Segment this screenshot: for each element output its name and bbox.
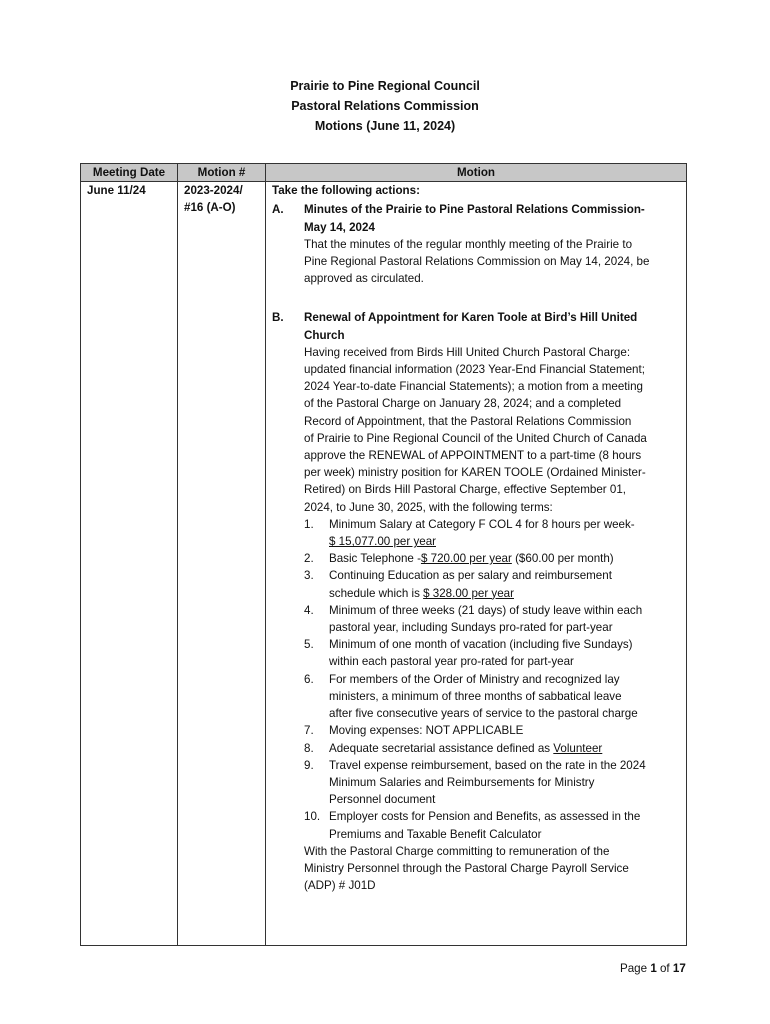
term-number: 2. [304,552,314,566]
term-text: after five consecutive years of service to the pastoral charge [329,707,638,721]
col-header-meeting-date: Meeting Date [81,164,178,182]
paragraph-line: Having received from Birds Hill United Church Pastoral Charge: [304,345,631,359]
paragraph-line: Record of Appointment, that the Pastoral Relations Commission [304,414,632,428]
motion-number-cell [178,182,266,946]
page-number [620,962,686,975]
section-a-text-line: approved as circulated. [304,272,424,286]
table-row [81,182,687,946]
section-a-heading [304,201,680,235]
current-page: 1 [650,962,657,975]
motion-cell [266,182,687,946]
term-text: Travel expense reimbursement, based on the rate in the 2024 [329,758,646,772]
motion-intro: Take the following actions: [272,184,420,198]
motion-number-line1: 2023-2024/ [184,184,243,198]
term-text: Continuing Education as per salary and reimbursement [329,569,612,583]
term-text: within each pastoral year pro-rated for part-year [329,655,574,669]
document-header [0,76,770,136]
section-a-text-line: Pine Regional Pastoral Relations Commission on May 14, 2024, be [304,255,650,269]
list-item [304,636,680,670]
term-text: schedule which is [329,586,424,600]
meeting-date-cell [81,182,178,946]
term-number: 10. [304,810,321,824]
term-text: Minimum Salaries and Reimbursements for Ministry [329,775,595,789]
list-item [304,550,680,567]
page-word: Page [620,962,651,975]
table-header-row [81,164,687,182]
council-title: Prairie to Pine Regional Council [290,79,480,93]
paragraph-line: of Prairie to Pine Regional Council of the United Church of Canada [304,431,647,445]
closing-line: Ministry Personnel through the Pastoral Charge Payroll Service [304,861,629,875]
term-number: 5. [304,638,314,652]
term-text: Minimum of three weeks (21 days) of study leave within each [329,603,643,617]
paragraph-line: 2024 Year-to-date Financial Statements); a motion from a meeting [304,380,643,394]
meeting-date: June 11/24 [87,184,146,198]
term-value: Volunteer [553,741,603,755]
term-text: Basic Telephone - [329,552,421,566]
term-number: 7. [304,724,314,738]
section-b-heading-line: Church [304,328,345,342]
section-a-text-line: That the minutes of the regular monthly meeting of the Prairie to [304,237,633,251]
term-text: Employer costs for Pension and Benefits, as assessed in the [329,810,641,824]
term-text: Moving expenses: NOT APPLICABLE [329,724,524,738]
closing-line: (ADP) # J01D [304,879,376,893]
term-number: 8. [304,741,314,755]
section-a-letter: A. [272,203,284,217]
list-item [304,757,680,809]
term-text: ministers, a minimum of three months of sabbatical leave [329,689,622,703]
term-number: 4. [304,603,314,617]
col-header-motion-number: Motion # [178,164,266,182]
of-word: of [656,962,673,975]
section-a-heading-line: May 14, 2024 [304,220,375,234]
terms-list [304,516,680,843]
paragraph-line: updated financial information (2023 Year-End Financial Statement; [304,363,645,377]
term-text: Minimum Salary at Category F COL 4 for 8 hours per week- [329,517,635,531]
list-item [304,808,680,842]
section-b-heading [304,309,680,343]
paragraph-line: Retired) on Birds Hill Pastoral Charge, effective September 01, [304,483,626,497]
term-text: Personnel document [329,793,436,807]
term-text: For members of the Order of Ministry and recognized lay [329,672,620,686]
section-b-paragraph [304,344,680,516]
term-text: ($60.00 per month) [511,552,614,566]
paragraph-line: 2024, to June 30, 2025, with the following terms: [304,500,553,514]
list-item [304,516,680,550]
term-number: 9. [304,758,314,772]
closing-line: With the Pastoral Charge committing to remuneration of the [304,844,610,858]
term-text: Premiums and Taxable Benefit Calculator [329,827,542,841]
term-amount: $ 15,077.00 per year [329,535,436,549]
term-number: 1. [304,517,314,531]
paragraph-line: per week) ministry position for KAREN TOOLE (Ordained Minister- [304,466,646,480]
section-b [272,309,680,894]
list-item [304,722,680,739]
term-text: Minimum of one month of vacation (including five Sundays) [329,638,633,652]
term-amount: $ 328.00 per year [423,586,514,600]
closing-paragraph [304,843,680,895]
paragraph-line: approve the RENEWAL of APPOINTMENT to a part-time (8 hours [304,449,642,463]
term-number: 6. [304,672,314,686]
section-a-text [304,236,680,288]
term-number: 3. [304,569,314,583]
motions-date-title: Motions (June 11, 2024) [314,119,456,133]
section-b-letter: B. [272,311,284,325]
section-a-heading-line: Minutes of the Prairie to Pine Pastoral Relations Commission- [304,203,645,217]
section-b-heading-line: Renewal of Appointment for Karen Toole at Bird’s Hill United [304,311,638,325]
commission-title: Pastoral Relations Commission [291,99,479,113]
term-text: pastoral year, including Sundays pro-rated for part-year [329,621,613,635]
term-amount: $ 720.00 per year [420,552,512,566]
term-text: Adequate secretarial assistance defined as [329,741,554,755]
list-item [304,567,680,601]
motions-table [80,163,687,946]
motion-number-line2: #16 (A-O) [184,201,236,215]
list-item [304,740,680,757]
list-item [304,602,680,636]
paragraph-line: of the Pastoral Charge on January 28, 2024; and a completed [304,397,622,411]
list-item [304,671,680,723]
col-header-motion: Motion [266,164,687,182]
section-a [272,201,680,287]
total-pages: 17 [672,962,686,975]
